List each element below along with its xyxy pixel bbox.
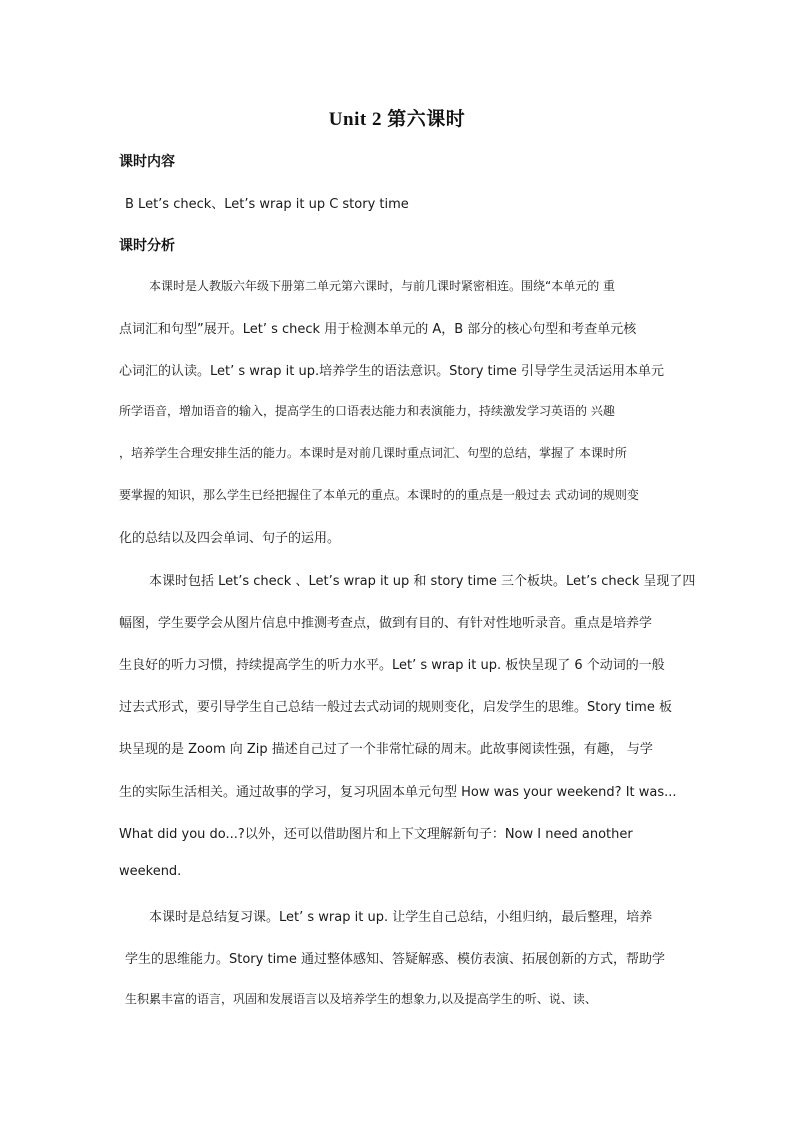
paragraph-line: 本课时是总结复习课。Let’ s wrap it up. 让学生自己总结，小组归纳，最后整理，培养 xyxy=(149,910,653,925)
section-heading-content: 课时内容 xyxy=(119,154,175,170)
paragraph-line: 生良好的听力习惯，持续提高学生的听力水平。Let’ s wrap it up. 板快呈现了 6 个动词的一般 xyxy=(119,658,665,673)
content-line: B Let’s check、Let’s wrap it up C story time xyxy=(125,197,409,212)
paragraph-line: 点词汇和句型”展开。Let’ s check 用于检测本单元的 A，B 部分的核心句型和考查单元核 xyxy=(119,322,637,337)
paragraph-line: 块呈现的是 Zoom 向 Zip 描述自己过了一个非常忙碌的周末。此故事阅读性强，有趣， 与学 xyxy=(119,742,653,757)
paragraph-line: 学生的思维能力。Story time 通过整体感知、答疑解惑、模仿表演、拓展创新的方式，帮助学 xyxy=(125,952,665,967)
section-heading-analysis: 课时分析 xyxy=(119,238,175,254)
paragraph-line: 生积累丰富的语言，巩固和发展语言以及培养学生的想象力,以及提高学生的听、说、读、 xyxy=(125,992,597,1006)
paragraph-line: 幅图，学生要学会从图片信息中推测考查点，做到有目的、有针对性地听录音。重点是培养学 xyxy=(119,616,653,631)
paragraph-line: weekend. xyxy=(119,864,182,879)
paragraph-line: 本课时包括 Let’s check 、Let’s wrap it up 和 story time 三个板块。Let’s check 呈现了四 xyxy=(149,574,696,589)
paragraph-line: What did you do...?以外，还可以借助图片和上下文理解新句子：Now I need another xyxy=(119,827,633,842)
paragraph-line: 过去式形式，要引导学生自己总结一般过去式动词的规则变化，启发学生的思维。Story time 板 xyxy=(119,700,672,715)
paragraph-line: 生的实际生活相关。通过故事的学习，复习巩固本单元句型 How was your weekend? It was... xyxy=(119,785,677,800)
paragraph-line: 心词汇的认读。Let’ s wrap it up.培养学生的语法意识。Story time 引导学生灵活运用本单元 xyxy=(119,364,665,379)
paragraph-line: 要掌握的知识，那么学生已经把握住了本单元的重点。本课时的的重点是一般过去 式动词的规则变 xyxy=(119,488,639,502)
paragraph-line: 所学语音，增加语音的输入，提高学生的口语表达能力和表演能力，持续激发学习英语的 兴趣 xyxy=(119,404,615,418)
page-title: Unit 2 第六课时 xyxy=(328,109,466,130)
paragraph-line: 化的总结以及四会单词、句子的运用。 xyxy=(119,531,341,546)
paragraph-line: ，培养学生合理安排生活的能力。本课时是对前几课时重点词汇、句型的总结，掌握了 本课时所 xyxy=(119,446,627,460)
paragraph-line: 本课时是人教版六年级下册第二单元第六课时，与前几课时紧密相连。围绕“本单元的 重 xyxy=(149,279,616,293)
